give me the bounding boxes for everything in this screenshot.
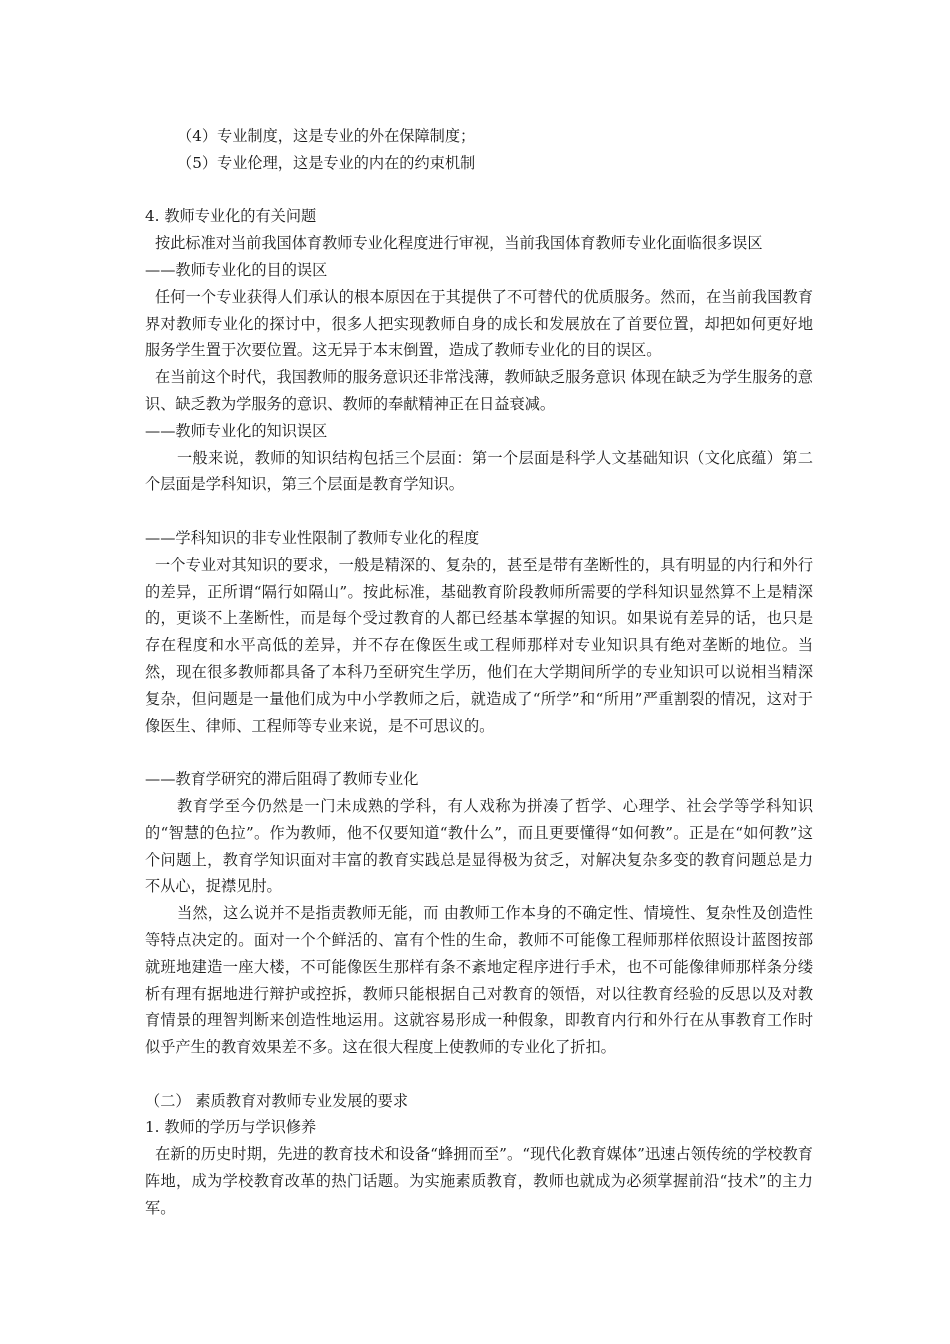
subheading-pedagogy-research: ——教育学研究的滞后阻碍了教师专业化 [145, 770, 419, 789]
blank-line [145, 498, 813, 525]
list-item-professional-ethics: （5）专业伦理，这是专业的内在的约束机制 [177, 153, 476, 172]
paragraph-subject-knowledge: 一个专业对其知识的要求，一般是精深的、复杂的，甚至是带有垄断性的，具有明显的内行和外行的差异，正所谓“隔行如隔山”。按此标准，基础教育阶段教师所需要的学科知识显然算不上是精深的，更谈不上垄断性，而是每个受过教育的人都已经基本掌握的知识。如果说有差异的话，也只是存在程度和水平高低的差异，并不存在像医生或工程师那样对专业知识具有绝对垄断的地位。当然，现在很多教师都具备了本科乃至研究生学历，他们在大学期间所学的专业知识可以说相当精深复杂，但问题是一量他们成为中小学教师之后，就造成了“所学”和“所用”严重割裂的情况，这对于像医生、律师、工程师等专业来说，是不可思议的。 [145, 555, 813, 735]
blank-line [145, 739, 813, 766]
subheading-purpose-misconception: ——教师专业化的目的误区 [145, 260, 328, 279]
section-heading-teacher-professionalization-issues: 4. 教师专业化的有关问题 [145, 207, 317, 226]
subheading-knowledge-misconception: ——教师专业化的知识误区 [145, 421, 328, 440]
paragraph-education-technology: 在新的历史时期，先进的教育技术和设备“蜂拥而至”。“现代化教育媒体”迅速占领传统的学校教育阵地，成为学校教育改革的热门话题。为实施素质教育，教师也就成为必须掌握前沿“技术”的主力军。 [145, 1145, 813, 1217]
paragraph-pedagogy-immature: 教育学至今仍然是一门未成熟的学科，有人戏称为拼凑了哲学、心理学、社会学等学科知识的“智慧的色拉”。作为教师，他不仅要知道“教什么”，而且更要懂得“如何教”。正是在“如何教”这个问题上，教育学知识面对丰富的教育实践总是显得极为贫乏，对解决复杂多变的教育问题总是力不从心，捉襟见肘。 [145, 796, 813, 896]
paragraph-teacher-work-nature: 当然，这么说并不是指责教师无能，而 由教师工作本身的不确定性、情境性、复杂性及创造性等特点决定的。面对一个个鲜活的、富有个性的生命，教师不可能像工程师那样依照设计蓝图按部就班地建造一座大楼，不可能像医生那样有条不紊地定程序进行手术，也不可能像律师那样条分缕析有理有据地进行辩护或控拆，教师只能根据自己对教育的领悟，对以往教育经验的反思以及对教育情景的理智判断来创造性地运用。这就容易形成一种假象，即教育内行和外行在从事教育工作时似乎产生的教育效果差不多。这在很大程度上使教师的专业化了折扣。 [145, 904, 813, 1057]
blank-line [145, 177, 813, 204]
paragraph-intro-misconceptions: 按此标准对当前我国体育教师专业化程度进行审视，当前我国体育教师专业化面临很多误区 [155, 234, 763, 253]
document-body [145, 123, 813, 1222]
paragraph-purpose-misconception: 任何一个专业获得人们承认的根本原因在于其提供了不可替代的优质服务。然而，在当前我国教育界对教师专业化的探讨中，很多人把实现教师自身的成长和发展放在了首要位置，却把如何更好地服务学生置于次要位置。这无异于本末倒置，造成了教师专业化的目的误区。 [145, 287, 813, 360]
subheading-subject-knowledge: ——学科知识的非专业性限制了教师专业化的程度 [145, 528, 480, 547]
blank-line [145, 1061, 813, 1088]
paragraph-knowledge-structure: 一般来说，教师的知识结构包括三个层面：第一个层面是科学人文基础知识（文化底蕴）第二个层面是学科知识，第三个层面是教育学知识。 [145, 448, 813, 494]
subheading-education-background: 1. 教师的学历与学识修养 [145, 1118, 317, 1137]
section-heading-quality-education: （二） 素质教育对教师专业发展的要求 [145, 1091, 409, 1110]
paragraph-service-awareness: 在当前这个时代，我国教师的服务意识还非常浅薄，教师缺乏服务意识 体现在缺乏为学生服务的意识、缺乏教为学服务的意识、教师的奉献精神正在日益衰减。 [145, 368, 813, 413]
list-item-professional-system: （4）专业制度，这是专业的外在保障制度； [177, 127, 476, 145]
